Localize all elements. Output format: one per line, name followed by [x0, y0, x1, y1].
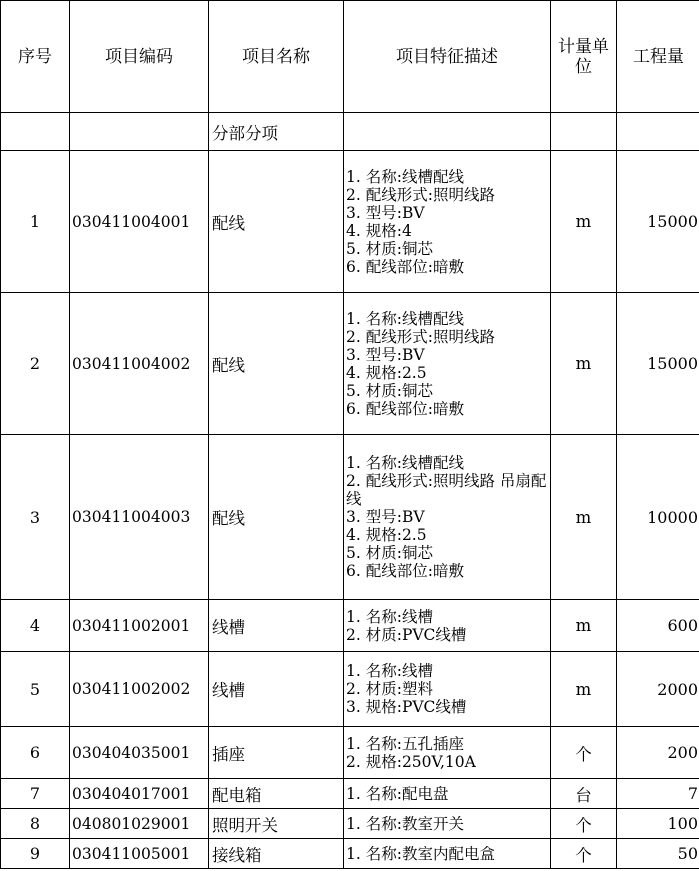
- desc-line: 4. 规格:4: [346, 221, 412, 240]
- row-unit: m: [551, 600, 617, 652]
- row-name: 线槽: [209, 652, 344, 727]
- section-empty-seq: [1, 113, 70, 151]
- header-code: 项目编码: [70, 1, 209, 113]
- row-name: 配线: [209, 151, 344, 293]
- desc-line: 1. 名称:线槽: [346, 662, 433, 680]
- row-name: 照明开关: [209, 809, 344, 839]
- desc-line: 6. 配线部位:暗敷: [346, 399, 464, 418]
- table-row: [1, 435, 699, 600]
- row-unit: m: [551, 435, 617, 600]
- row-seq: 6: [1, 727, 70, 779]
- row-code: 030411004002: [70, 293, 209, 435]
- row-qty: 15000: [617, 151, 699, 293]
- desc-line: 2. 材质:PVC线槽: [346, 625, 467, 644]
- desc-line: 1. 名称:线槽配线: [346, 454, 464, 472]
- desc-line: 6. 配线部位:暗敷: [346, 562, 464, 580]
- row-unit: 个: [551, 727, 617, 779]
- row-seq: 2: [1, 293, 70, 435]
- row-name: 接线箱: [209, 839, 344, 869]
- row-desc: [344, 293, 551, 435]
- table-row: [1, 293, 699, 435]
- row-code: 030411002001: [70, 600, 209, 652]
- header-unit-line1: 计量单: [558, 36, 609, 57]
- section-row: [1, 113, 699, 151]
- table-row: [1, 839, 699, 869]
- row-desc: [344, 435, 551, 600]
- desc-line: 3. 型号:BV: [346, 345, 425, 364]
- desc-line: 3. 规格:PVC线槽: [346, 698, 467, 716]
- desc-line: 2. 配线形式:照明线路: [346, 327, 495, 346]
- desc-line: 5. 材质:铜芯: [346, 544, 433, 562]
- header-desc: 项目特征描述: [344, 1, 551, 113]
- desc-line: 4. 规格:2.5: [346, 526, 427, 544]
- table-row: [1, 652, 699, 727]
- row-qty: 200: [617, 727, 699, 779]
- desc-line: 3. 型号:BV: [346, 508, 425, 526]
- row-code: 030411002002: [70, 652, 209, 727]
- row-qty: 15000: [617, 293, 699, 435]
- header-name: 项目名称: [209, 1, 344, 113]
- header-row: [1, 1, 699, 113]
- row-desc: [344, 600, 551, 652]
- desc-line: 2. 配线形式:照明线路 吊扇配线: [346, 472, 547, 508]
- row-qty: 100: [617, 809, 699, 839]
- row-unit: 台: [551, 779, 617, 809]
- row-seq: 3: [1, 435, 70, 600]
- row-qty: 600: [617, 600, 699, 652]
- row-desc: [344, 779, 551, 809]
- desc-line: 2. 配线形式:照明线路: [346, 185, 495, 204]
- row-qty: 2000: [617, 652, 699, 727]
- desc-line: 1. 名称:配电盘: [346, 784, 449, 803]
- table-row: [1, 727, 699, 779]
- row-name: 线槽: [209, 600, 344, 652]
- row-desc: [344, 839, 551, 869]
- section-empty-code: [70, 113, 209, 151]
- desc-line: 1. 名称:线槽: [346, 607, 433, 626]
- desc-line: 2. 规格:250V,10A: [346, 752, 476, 771]
- row-qty: 7: [617, 779, 699, 809]
- table-row: [1, 151, 699, 293]
- table-row: [1, 600, 699, 652]
- row-unit: 个: [551, 809, 617, 839]
- row-code: 030411004001: [70, 151, 209, 293]
- row-code: 040801029001: [70, 809, 209, 839]
- row-name: 配线: [209, 293, 344, 435]
- row-seq: 5: [1, 652, 70, 727]
- row-name: 配电箱: [209, 779, 344, 809]
- section-empty-unit: [551, 113, 617, 151]
- row-seq: 7: [1, 779, 70, 809]
- row-desc: [344, 151, 551, 293]
- header-qty: 工程量: [617, 1, 699, 113]
- row-seq: 8: [1, 809, 70, 839]
- row-seq: 4: [1, 600, 70, 652]
- section-empty-desc: [344, 113, 551, 151]
- row-code: 030411005001: [70, 839, 209, 869]
- row-qty: 50: [617, 839, 699, 869]
- section-label: 分部分项: [209, 113, 344, 151]
- row-code: 030404035001: [70, 727, 209, 779]
- desc-line: 1. 名称:线槽配线: [346, 309, 464, 328]
- row-unit: m: [551, 293, 617, 435]
- desc-line: 1. 名称:线槽配线: [346, 167, 464, 186]
- row-desc: [344, 652, 551, 727]
- row-seq: 9: [1, 839, 70, 869]
- row-desc: [344, 727, 551, 779]
- table-row: [1, 809, 699, 839]
- desc-line: 1. 名称:教室内配电盒: [346, 844, 495, 863]
- row-name: 插座: [209, 727, 344, 779]
- row-unit: m: [551, 652, 617, 727]
- desc-line: 6. 配线部位:暗敷: [346, 257, 464, 276]
- header-unit: [551, 1, 617, 113]
- header-seq: 序号: [1, 1, 70, 113]
- desc-line: 1. 名称:教室开关: [346, 814, 464, 833]
- desc-line: 5. 材质:铜芯: [346, 239, 433, 258]
- row-seq: 1: [1, 151, 70, 293]
- row-unit: m: [551, 151, 617, 293]
- row-name: 配线: [209, 435, 344, 600]
- table-row: [1, 779, 699, 809]
- row-unit: 个: [551, 839, 617, 869]
- row-code: 030411004003: [70, 435, 209, 600]
- desc-line: 2. 材质:塑料: [346, 680, 433, 698]
- row-desc: [344, 809, 551, 839]
- desc-line: 4. 规格:2.5: [346, 363, 427, 382]
- desc-line: 3. 型号:BV: [346, 203, 425, 222]
- desc-line: 5. 材质:铜芯: [346, 381, 433, 400]
- row-code: 030404017001: [70, 779, 209, 809]
- section-empty-qty: [617, 113, 699, 151]
- row-qty: 10000: [617, 435, 699, 600]
- header-unit-line2: 位: [575, 56, 592, 77]
- desc-line: 1. 名称:五孔插座: [346, 734, 464, 753]
